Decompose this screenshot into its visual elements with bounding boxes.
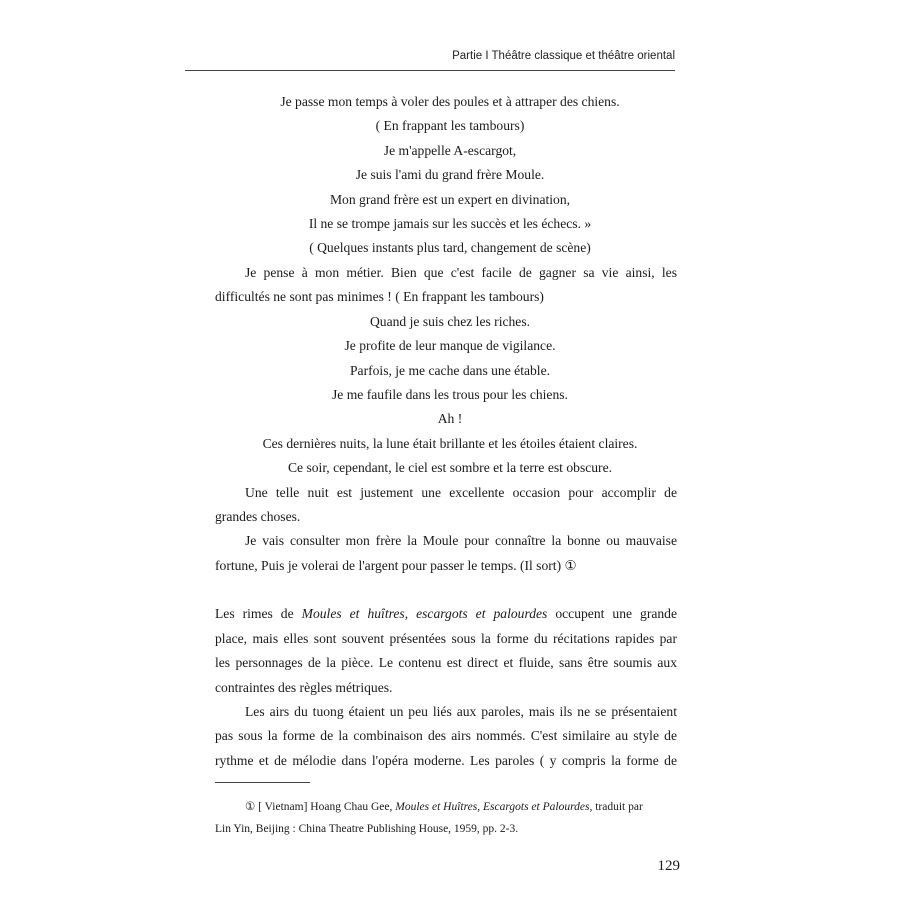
verse-line: ( En frappant les tambours): [375, 118, 525, 133]
verse-line: Je suis l'ami du grand frère Moule.: [355, 167, 545, 182]
verse-line: Je passe mon temps à voler des poules et à attraper des chiens.: [280, 94, 620, 109]
footnote-line: Lin Yin, Beijing : China Theatre Publishing House, 1959, pp. 2-3.: [215, 823, 519, 835]
verse-line: Ah !: [437, 411, 463, 426]
header-rule: [185, 70, 675, 71]
running-header: Partie I Théâtre classique et théâtre oriental: [452, 50, 675, 62]
body-line: contraintes des règles métriques.: [215, 680, 393, 695]
footnote-line: ① [ Vietnam] Hoang Chau Gee, Moules et Huîtres, Escargots et Palourdes, traduit par: [245, 801, 643, 813]
prose-line: Je pense à mon métier. Bien que c'est facile de gagner sa vie ainsi, les: [245, 265, 677, 280]
body-line: Les rimes de Moules et huîtres, escargots et palourdes occupent une grande: [215, 606, 678, 621]
page-number: 129: [657, 858, 680, 874]
verse-line: ( Quelques instants plus tard, changement de scène): [309, 240, 591, 255]
prose-line: difficultés ne sont pas minimes ! ( En frappant les tambours): [215, 289, 544, 304]
verse-line: Il ne se trompe jamais sur les succès et les échecs. »: [308, 216, 592, 231]
body-line: place, mais elles sont souvent présentées sous la forme du récitations rapides par: [215, 631, 677, 646]
verse-line: Ce soir, cependant, le ciel est sombre et la terre est obscure.: [287, 460, 613, 475]
body-line: les personnages de la pièce. Le contenu est direct et fluide, sans être soumis aux: [215, 655, 677, 670]
italic-title: Moules et huîtres, escargots et palourdes: [301, 606, 548, 621]
body-line: rythme et de mélodie dans l'opéra moderne. Les paroles ( y compris la forme de: [215, 753, 677, 768]
prose-line: Je vais consulter mon frère la Moule pour connaître la bonne ou mauvaise: [245, 533, 677, 548]
verse-line: Mon grand frère est un expert en divination,: [329, 192, 571, 207]
prose-line: Une telle nuit est justement une excellente occasion pour accomplir de: [245, 485, 677, 500]
body-line: pas sous la forme de la combinaison des airs nommés. C'est similaire au style de: [215, 728, 677, 743]
verse-line: Je profite de leur manque de vigilance.: [344, 338, 556, 353]
prose-line: grandes choses.: [215, 509, 301, 524]
verse-line: Parfois, je me cache dans une étable.: [349, 363, 551, 378]
verse-line: Ces dernières nuits, la lune était brillante et les étoiles étaient claires.: [262, 436, 638, 451]
verse-line: Je m'appelle A-escargot,: [383, 143, 517, 158]
prose-line: fortune, Puis je volerai de l'argent pour passer le temps. (Il sort) ①: [215, 558, 577, 573]
body-line: Les airs du tuong étaient un peu liés aux paroles, mais ils ne se présentaient: [245, 704, 677, 719]
verse-line: Je me faufile dans les trous pour les chiens.: [332, 387, 568, 402]
verse-line: Quand je suis chez les riches.: [369, 314, 531, 329]
footnote-rule: [215, 782, 310, 783]
